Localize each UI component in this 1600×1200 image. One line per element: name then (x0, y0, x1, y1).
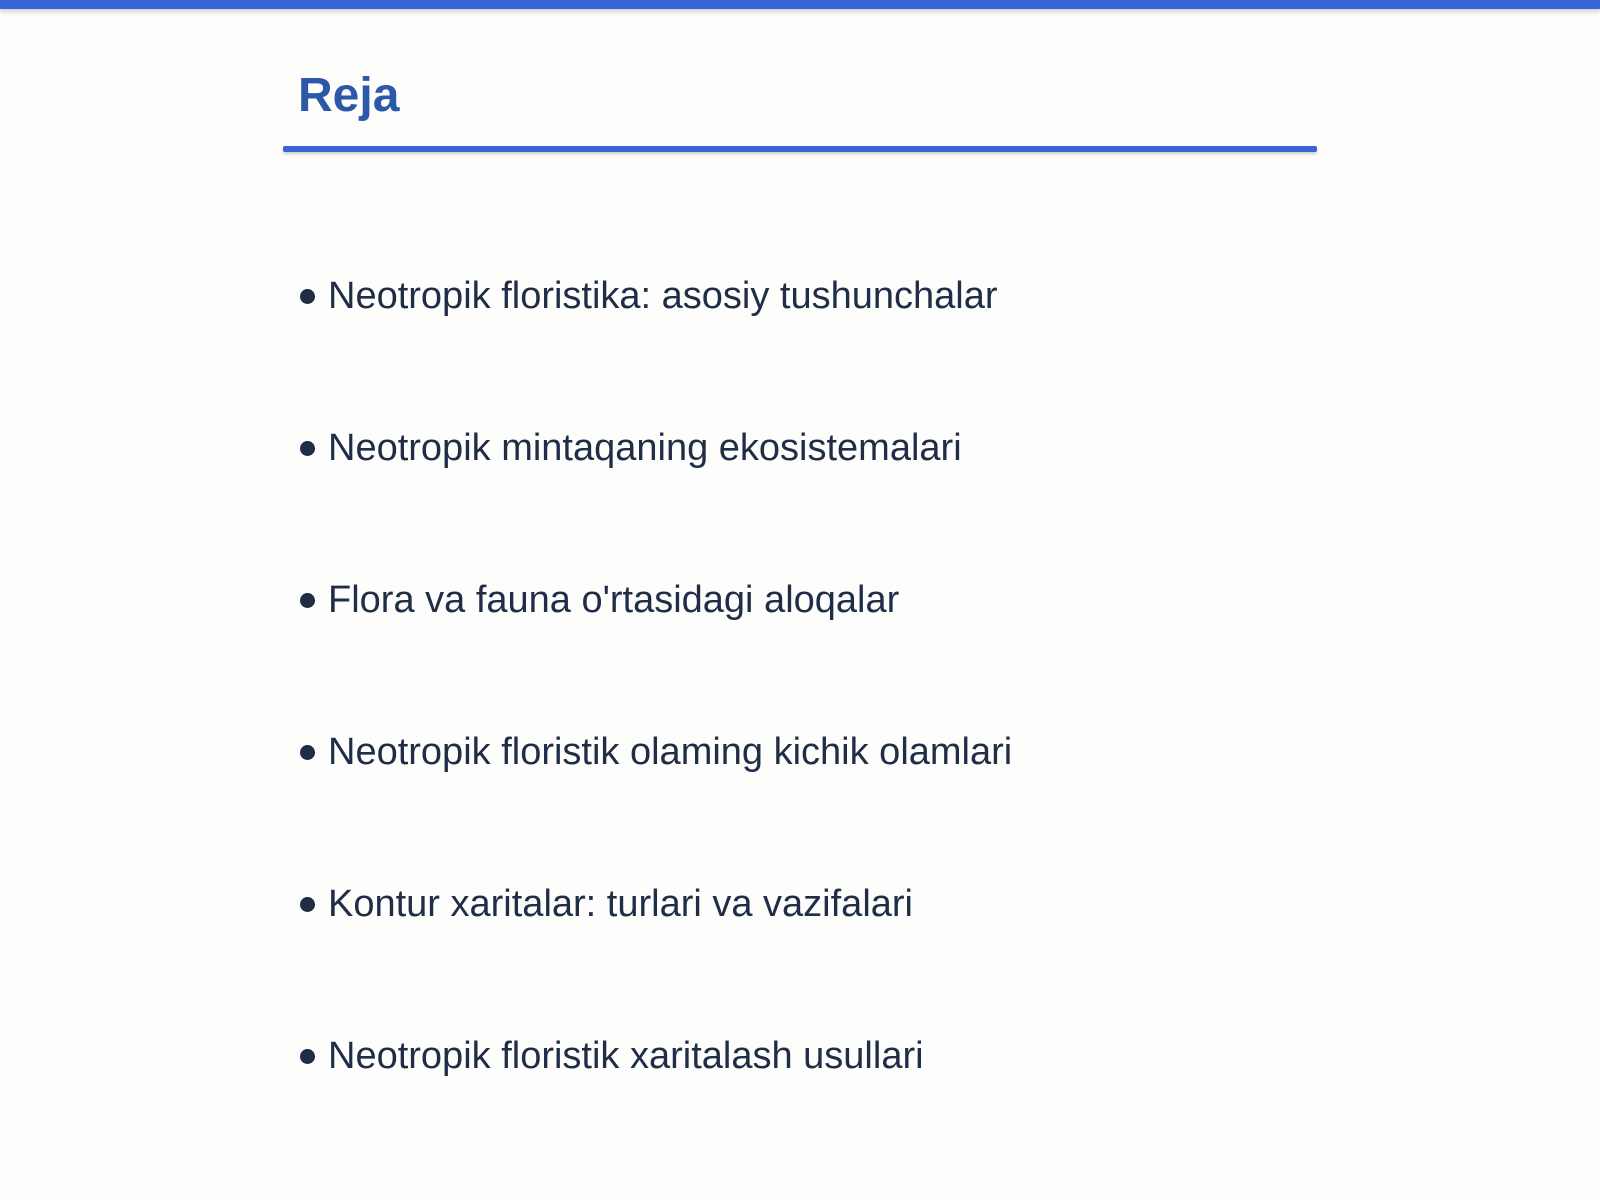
list-item (300, 980, 1012, 1132)
list-item-text: Flora va fauna o'rtasidagi aloqalar (328, 578, 900, 621)
bullet-icon (300, 897, 315, 912)
list-item-text: Neotropik floristik xaritalash usullari (328, 1034, 924, 1077)
bullet-icon (300, 745, 315, 760)
title-underline (283, 146, 1317, 152)
list-item-text: Neotropik mintaqaning ekosistemalari (328, 426, 962, 469)
list-item (300, 524, 1012, 676)
slide-title: Reja (298, 69, 400, 122)
top-accent-bar (0, 0, 1600, 9)
list-item-text: Kontur xaritalar: turlari va vazifalari (328, 882, 913, 925)
list-item (300, 372, 1012, 524)
bullet-icon (300, 593, 315, 608)
list-item-text: Neotropik floristik olaming kichik olamlari (328, 730, 1013, 773)
list-item (300, 828, 1012, 980)
plan-list (300, 228, 1012, 1132)
bullet-icon (300, 289, 315, 304)
list-item (300, 220, 1012, 372)
bullet-icon (300, 441, 315, 456)
list-item-text: Neotropik floristika: asosiy tushunchalar (328, 274, 998, 317)
bullet-icon (300, 1049, 315, 1064)
list-item (300, 676, 1012, 828)
